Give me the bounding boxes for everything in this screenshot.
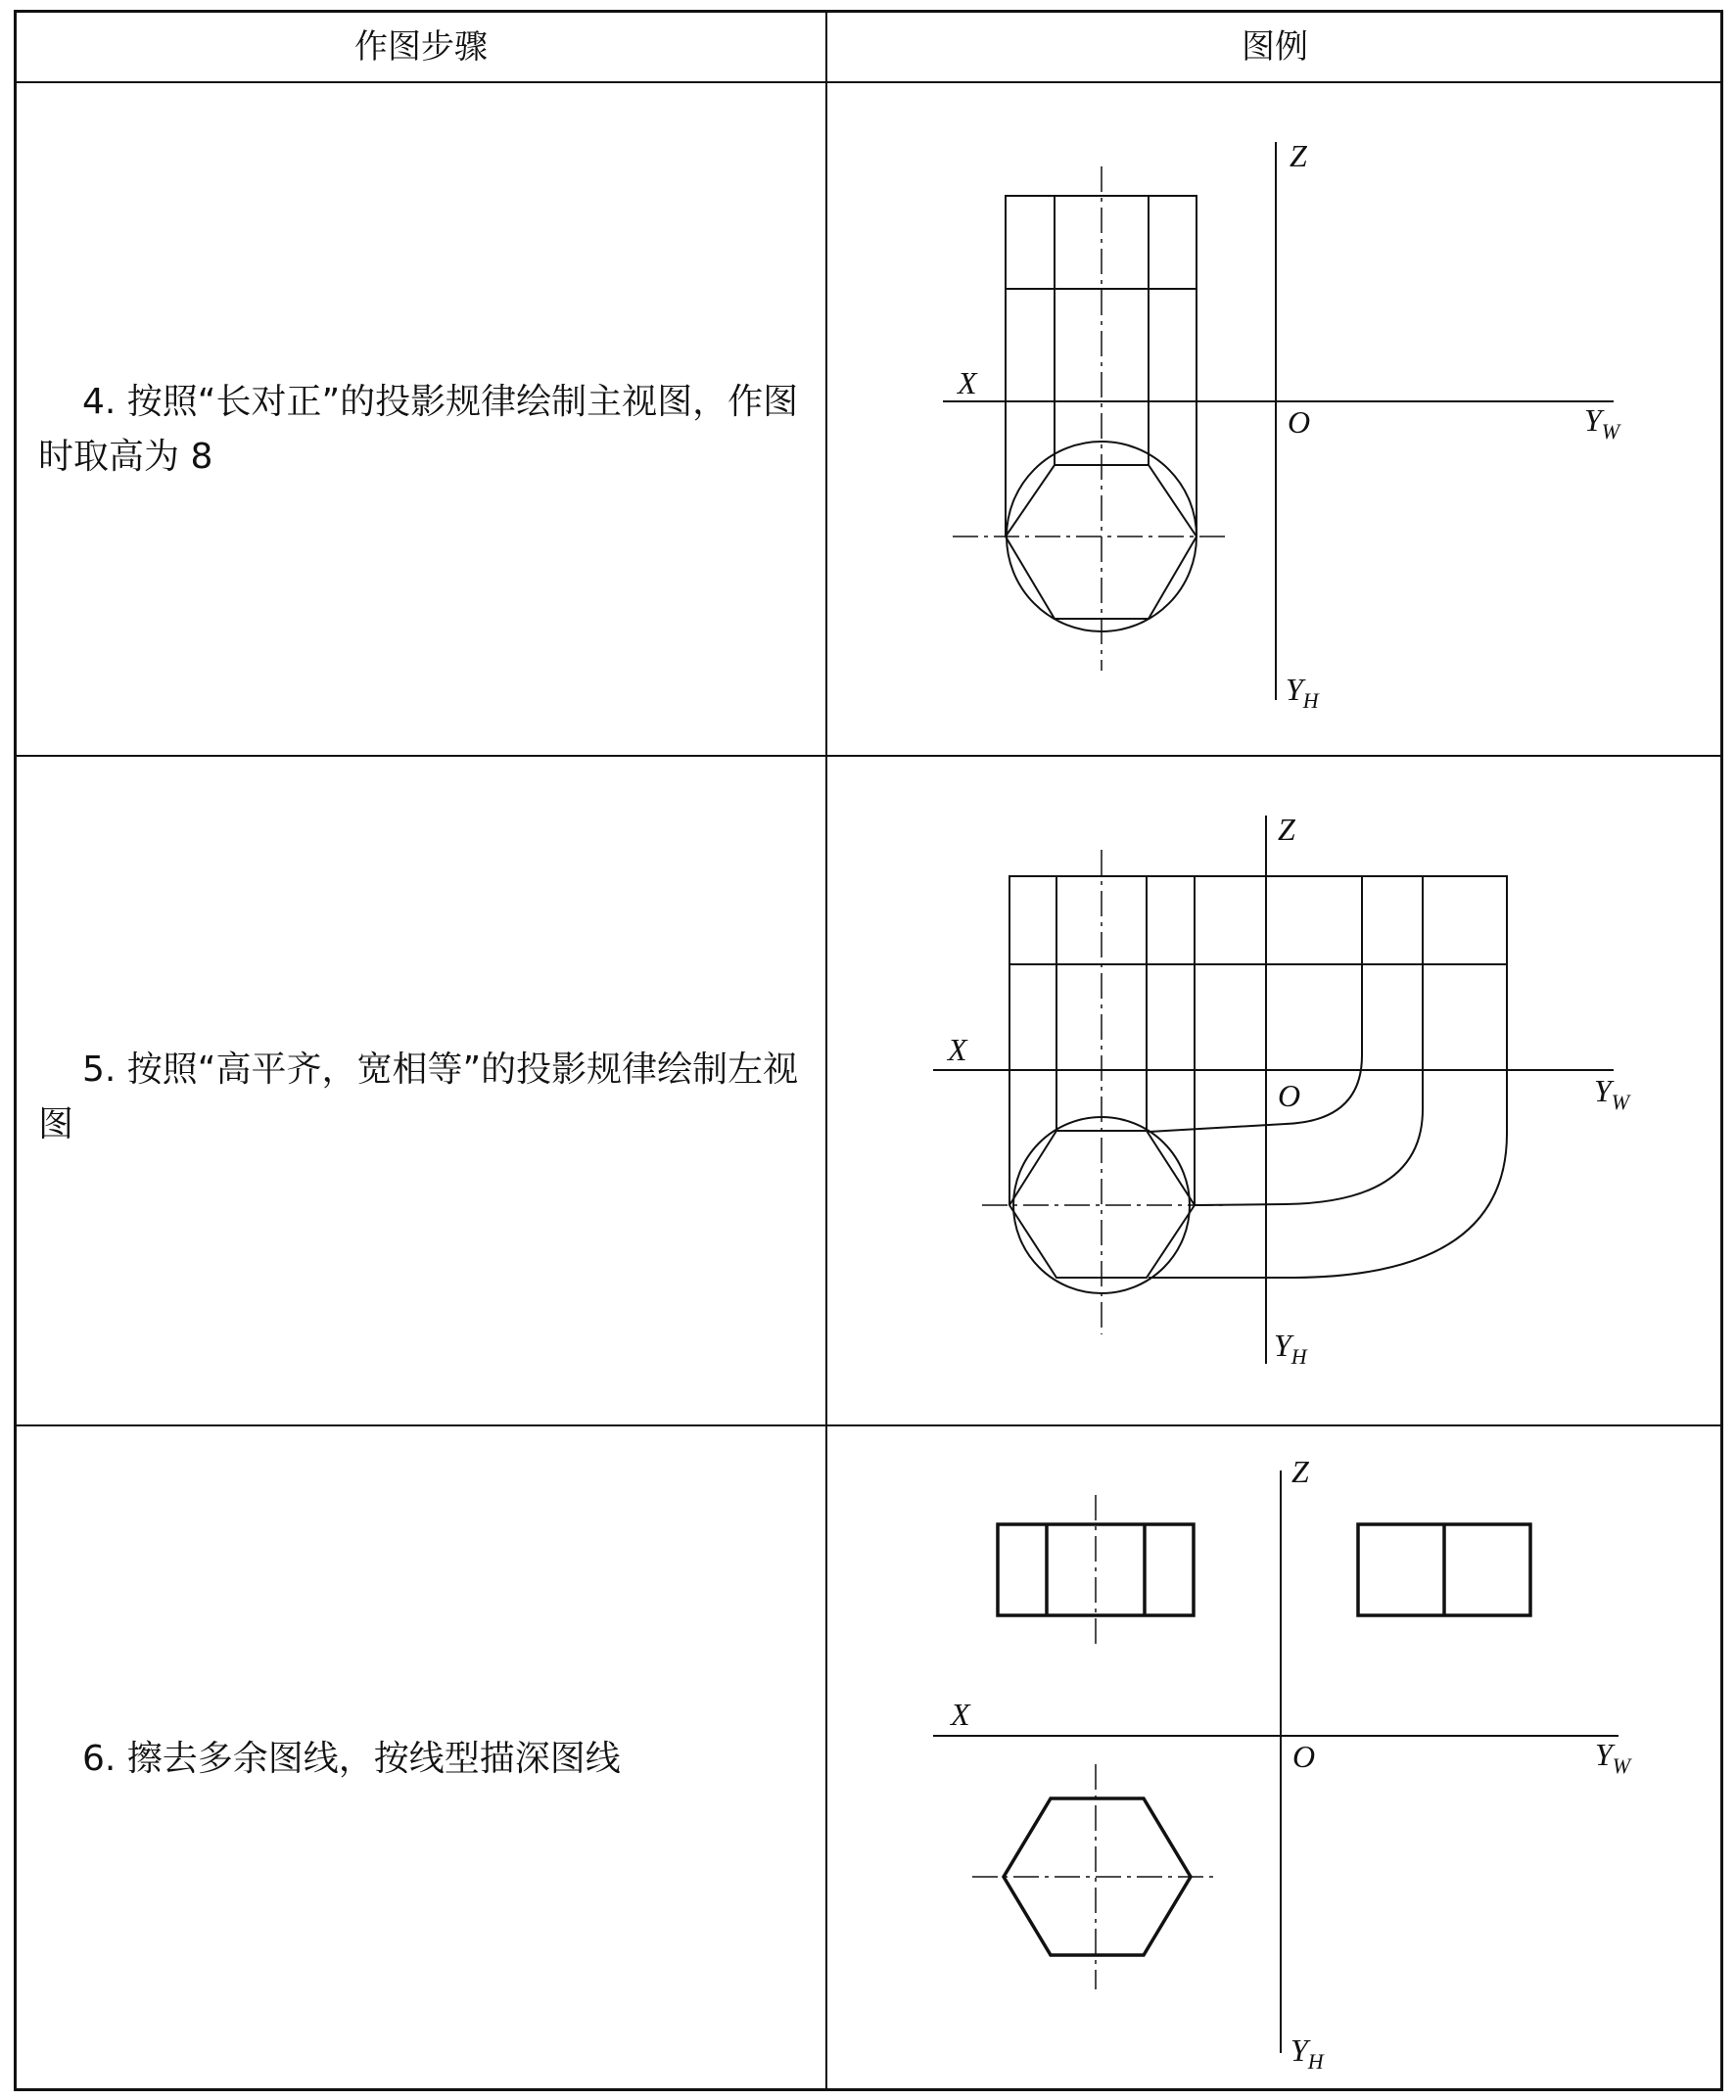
figure-step-5 (825, 757, 1724, 1424)
axis-label-yh: $Y_H$ (1290, 2032, 1324, 2074)
axis-label-x: X (958, 365, 977, 400)
figure-step-4 (825, 83, 1724, 755)
figure-step-6 (825, 1426, 1724, 2088)
header-steps: 作图步骤 (354, 27, 488, 67)
drawing-step-4 (825, 83, 1724, 755)
step-5-text: 5. 按照“高平齐，宽相等”的投影规律绘制左视图 (38, 1050, 799, 1144)
table-row-step-6 (17, 1424, 1720, 2088)
axis-label-z: Z (1290, 138, 1307, 173)
table-header (17, 13, 1720, 81)
step-4-text: 4. 按照“长对正”的投影规律绘制主视图，作图时取高为 8 (38, 382, 799, 477)
axis-label-x: X (951, 1697, 970, 1732)
drawing-step-5 (825, 757, 1724, 1424)
table-row-step-4 (17, 81, 1720, 755)
axis-label-yh: $Y_H$ (1286, 672, 1319, 713)
steps-table (14, 10, 1723, 2091)
axis-label-o: O (1292, 1739, 1316, 1774)
axis-label-o: O (1278, 1078, 1301, 1113)
step-6-text: 6. 擦去多余图线，按线型描深图线 (82, 1739, 621, 1779)
axis-label-z: Z (1291, 1454, 1309, 1489)
axis-label-yh: $Y_H$ (1274, 1328, 1307, 1369)
axis-label-o: O (1288, 404, 1311, 440)
axis-label-z: Z (1278, 812, 1295, 847)
axis-label-x: X (948, 1032, 967, 1067)
axis-label-yw: $Y_W$ (1594, 1073, 1630, 1114)
axis-label-yw: $Y_W$ (1595, 1737, 1631, 1778)
drawing-step-6 (825, 1426, 1724, 2088)
header-figure: 图例 (1242, 27, 1308, 67)
table-row-step-5 (17, 755, 1720, 1424)
axis-label-yw: $Y_W$ (1584, 402, 1620, 443)
